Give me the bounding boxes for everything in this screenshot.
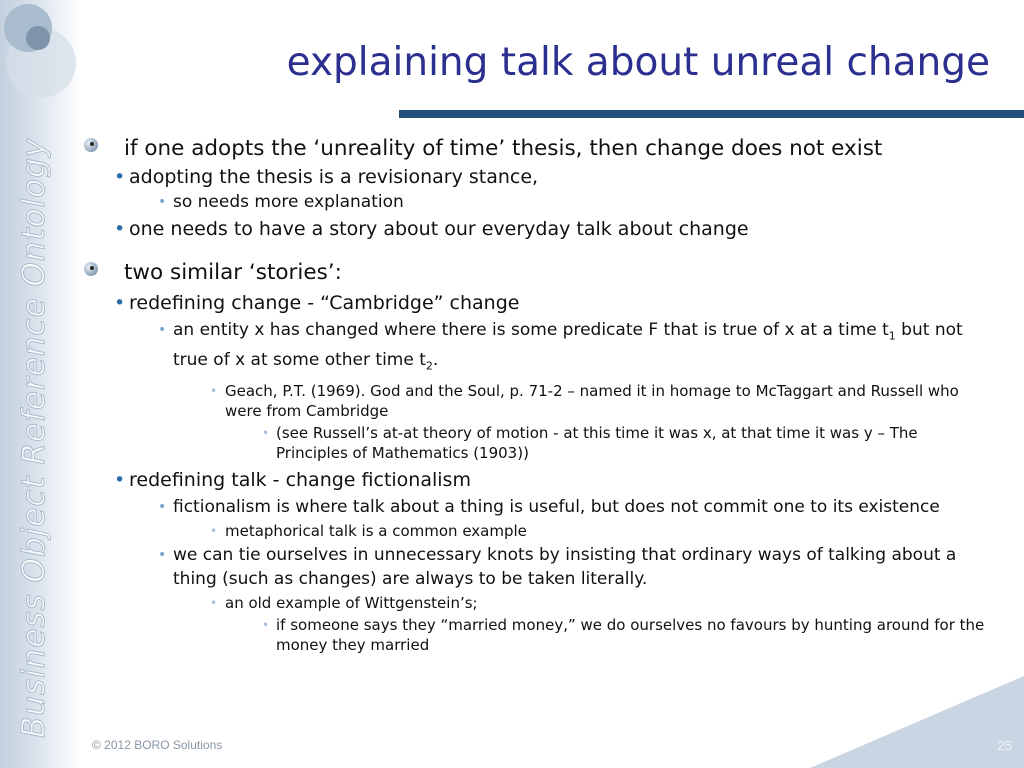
decor-circle-small (26, 26, 50, 50)
bullet-level5 (84, 423, 994, 463)
bullet-level2 (84, 290, 994, 316)
bullet-level3 (84, 543, 994, 591)
title-underline (399, 110, 1024, 118)
slide-title: explaining talk about unreal change (286, 40, 990, 85)
slide-body (84, 134, 994, 655)
bullet-level4 (84, 593, 994, 613)
bullet-text: one needs to have a story about our everyday talk about change (129, 218, 749, 240)
bullet-dot-icon: • (158, 194, 167, 210)
bullet-dot-icon: • (210, 523, 218, 538)
bullet-dot-icon: • (210, 595, 218, 610)
bullet-level4 (84, 521, 994, 541)
bullet-sphere-icon (84, 138, 98, 152)
bullet-text: redefining change - “Cambridge” change (129, 292, 520, 314)
bullet-text: if someone says they “married money,” we do ourselves no favours by hunting around for the money they married (276, 615, 985, 654)
bullet-level3 (84, 318, 994, 379)
bullet-dot-icon: • (158, 322, 167, 338)
bullet-dot-icon: • (262, 425, 270, 440)
bullet-level4 (84, 381, 994, 421)
bullet-dot-icon: • (114, 468, 126, 491)
bullet-dot-icon: • (114, 166, 126, 188)
bullet-dot-icon: • (262, 617, 270, 632)
bullet-text: adopting the thesis is a revisionary stance, (129, 166, 539, 188)
sidebar-vertical-title: Business Object Reference Ontology (16, 137, 52, 738)
bullet-text: metaphorical talk is a common example (225, 521, 527, 540)
bullet-level3 (84, 495, 994, 519)
bullet-level1 (84, 134, 994, 164)
bullet-dot-icon: • (114, 218, 126, 240)
bullet-level3 (84, 190, 994, 214)
footer-copyright: © 2012 BORO Solutions (92, 738, 223, 752)
bullet-text: an entity x has changed where there is some predicate F that is true of x at a time $t_1$ but not true of x at some other time $t_2$. (173, 320, 963, 373)
bullet-text: so needs more explanation (173, 192, 404, 212)
page-number: 25 (997, 738, 1012, 753)
bullet-sphere-icon (84, 262, 98, 276)
bullet-text: fictionalism is where talk about a thing is useful, but does not commit one to its existence (173, 496, 940, 517)
bullet-text: we can tie ourselves in unnecessary knots by insisting that ordinary ways of talking about a thing (such as changes) are always to be taken literally. (173, 544, 957, 589)
bullet-dot-icon: • (158, 546, 167, 563)
bullet-dot-icon: • (158, 498, 167, 515)
bullet-text: (see Russell’s at-at theory of motion - at this time it was x, at that time it was y – The Principles of Mathematics (1903)) (276, 423, 918, 462)
bullet-level1 (84, 258, 994, 288)
bullet-text: two similar ‘stories’: (124, 260, 342, 285)
bullet-level5 (84, 615, 994, 655)
bullet-dot-icon: • (210, 383, 218, 398)
bullet-level2 (84, 467, 994, 493)
bullet-level2 (84, 164, 994, 190)
bullet-dot-icon: • (114, 292, 126, 314)
bullet-level2 (84, 216, 994, 242)
bullet-text: an old example of Wittgenstein’s; (225, 593, 478, 612)
bullet-text: if one adopts the ‘unreality of time’ thesis, then change does not exist (124, 136, 883, 161)
bullet-text: Geach, P.T. (1969). God and the Soul, p. 71-2 – named it in homage to McTaggart and Russell who were from Cambridge (225, 381, 959, 420)
corner-triangle-decoration (810, 676, 1024, 768)
bullet-text: redefining talk - change fictionalism (129, 468, 471, 491)
